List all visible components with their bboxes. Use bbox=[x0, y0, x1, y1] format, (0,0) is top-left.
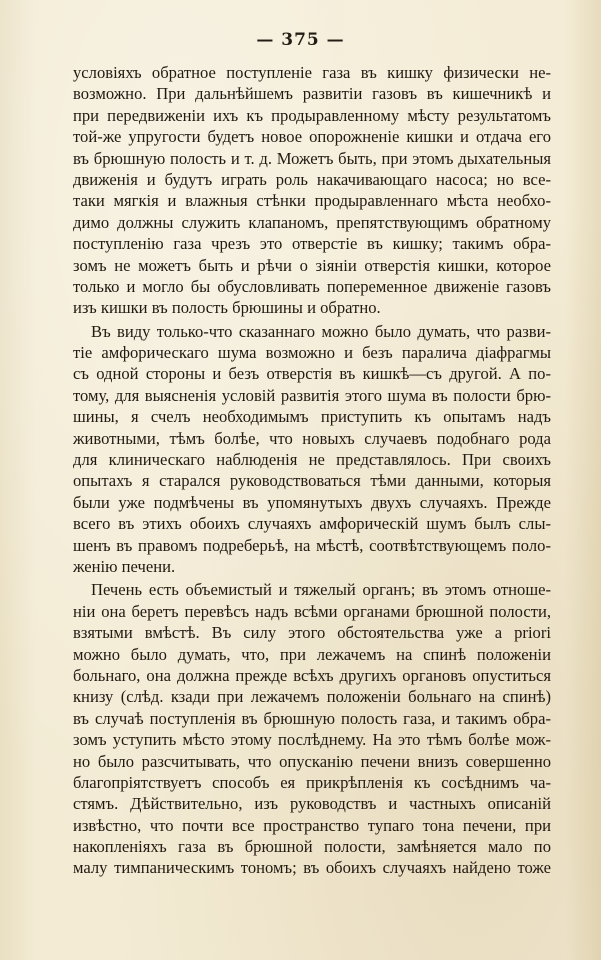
text-line: накопленіяхъ газа въ брюшной полости, замѣняется мало по bbox=[73, 837, 551, 857]
text-line: малу тимпаническимъ тономъ; въ обоихъ случаяхъ найдено тоже bbox=[73, 858, 551, 878]
text-line: таки мягкія и влажныя стѣнки продыравленнаго мѣста необхо- bbox=[73, 191, 551, 211]
text-line: зомъ уступить мѣсто этому послѣднему. На это тѣмъ болѣе мож- bbox=[73, 730, 551, 750]
text-line: зомъ не можетъ быть и рѣчи о зіяніи отверстія кишки, которое bbox=[73, 255, 551, 275]
text-line: извѣстно, что почти все пространство тупаго тона печени, при bbox=[73, 815, 551, 835]
text-line: животными, тѣмъ болѣе, что новыхъ случаевъ подобнаго рода bbox=[73, 428, 551, 448]
text-line: благопріятствуетъ способъ ея прикрѣпленія къ сосѣднимъ ча- bbox=[73, 772, 551, 792]
body-text bbox=[73, 62, 551, 879]
text-line: тіе амфорическаго шума возможно и безъ паралича діафрагмы bbox=[73, 343, 551, 363]
text-line: стямъ. Дѣйствительно, изъ руководствъ и частныхъ описаній bbox=[73, 794, 551, 814]
text-line: только и могло бы обусловливать попеременное движеніе газовъ bbox=[73, 276, 551, 296]
text-line: взятыми вмѣстѣ. Въ силу этого обстоятельства уже a priori bbox=[73, 623, 551, 643]
text-line: съ одной стороны и безъ отверстія въ кишкѣ—съ другой. А по- bbox=[73, 364, 551, 384]
text-line: для клиническаго наблюденія не представлялось. При своихъ bbox=[73, 450, 551, 470]
text-line: Въ виду только-что сказаннаго можно было думать, что разви- bbox=[91, 321, 551, 341]
paragraph bbox=[73, 321, 551, 578]
text-line: книзу (слѣд. кзади при лежачемъ положеніи больнаго на спинѣ) bbox=[73, 687, 551, 707]
text-line: возможно. При дальнѣйшемъ развитіи газовъ въ кишечникѣ и bbox=[73, 84, 551, 104]
text-line: шины, я счелъ необходимымъ приступить къ опытамъ надъ bbox=[73, 407, 551, 427]
text-line: условіяхъ обратное поступленіе газа въ кишку физически не- bbox=[73, 63, 551, 82]
paragraph bbox=[73, 62, 551, 319]
text-line: поступленію газа чрезъ это отверстіе въ кишку; такимъ обра- bbox=[73, 234, 551, 254]
text-line: всего въ этихъ обоихъ случаяхъ амфорическій шумъ былъ слы- bbox=[73, 514, 551, 534]
text-line: движенія и будутъ играть роль накачивающаго насоса; но все- bbox=[73, 169, 551, 189]
text-line: ніи она беретъ перевѣсъ надъ всѣми органами брюшной полости, bbox=[73, 601, 551, 621]
text-line: въ брюшную полость и т. д. Можетъ быть, при этомъ дыхательныя bbox=[73, 148, 551, 168]
paragraph bbox=[73, 579, 551, 878]
text-line: шенъ въ правомъ подреберьѣ, на мѣстѣ, соотвѣтствующемъ поло- bbox=[73, 535, 551, 555]
text-line: димо должны служить клапаномъ, препятствующимъ обратному bbox=[73, 212, 551, 232]
text-line: въ случаѣ поступленія въ брюшную полость газа, и такимъ обра- bbox=[73, 708, 551, 728]
text-line: той-же упругости будетъ новое опорожненіе кишки и отдача его bbox=[73, 127, 551, 147]
page-number: — 375 — bbox=[256, 30, 345, 50]
text-line: были уже подмѣчены въ упомянутыхъ двухъ случаяхъ. Прежде bbox=[73, 492, 551, 512]
text-line: опытахъ я старался руководствоваться тѣми данными, которыя bbox=[73, 471, 551, 491]
text-line: при передвиженіи ихъ къ продыравленному мѣсту результатомъ bbox=[73, 105, 551, 125]
text-line: изъ кишки въ полость брюшины и обратно. bbox=[73, 298, 381, 318]
text-line: тому, для выясненія условій развитія этого шума въ полости брю- bbox=[73, 385, 551, 405]
text-line: но было разсчитывать, что опусканію печени внизъ совершенно bbox=[73, 751, 551, 771]
text-line: женію печени. bbox=[73, 556, 176, 576]
text-line: Печень есть объемистый и тяжелый органъ; въ этомъ отноше- bbox=[91, 580, 551, 600]
text-line: больнаго, она должна прежде всѣхъ другихъ органовъ опуститься bbox=[73, 665, 551, 685]
text-line: можно было думать, что, при лежачемъ на спинѣ положеніи bbox=[73, 644, 551, 664]
